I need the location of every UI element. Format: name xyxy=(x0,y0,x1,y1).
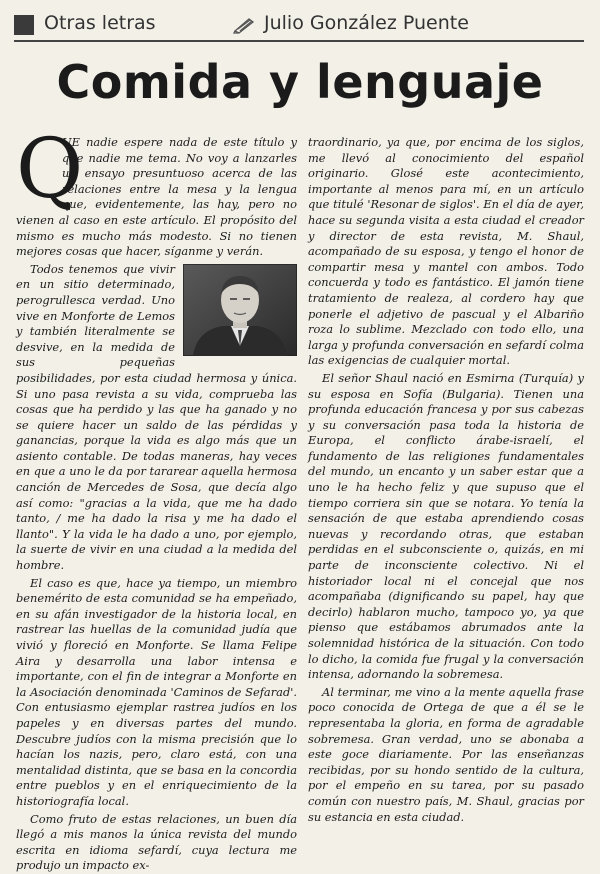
right-column xyxy=(308,135,584,825)
section-name: Otras letras xyxy=(44,12,156,34)
author-photo xyxy=(183,264,297,356)
left-column xyxy=(16,122,297,874)
paragraph-1 xyxy=(16,122,297,260)
drop-cap: Q xyxy=(16,122,84,217)
paragraph-2-text: Todos tenemos que vivir en un sitio determinado, perogrullesca verdad. Uno vive en Monforte de Lemos y también literalmente se desvive, en la medida de sus pequeñas posibilidades, por esta ciudad hermosa y única. Si uno pasa revista a su vida, comprueba las cosas que ha perdido y las que ha ganado y no se quiere hacer un saldo de las pérdidas y ganancias, porque la vida es algo más que un asiento contable. De todas maneras, hay veces en que a uno le da por tararear aquella hermosa canción de Mercedes de Sosa, que decía algo así como: "gracias a la vida, que me ha dado tanto, / me ha dado la risa y me ha dado el llanto". Y la vida le ha dado a uno, por ejemplo, la suerte de vivir en una ciudad a la medida del hombre. xyxy=(16,261,297,573)
pen-icon xyxy=(232,16,256,34)
paragraph-6: El señor Shaul nació en Esmirna (Turquía) y su esposa en Sofía (Bulgaria). Tienen una profunda educación francesa y por sus cabezas y su conversación pasa toda la historia de Europa, el conflicto árabe-israelí, el fundamento de las religiones fundamentales del mundo, un encanto y un saber estar que a uno le ha hecho feliz y que supuso que el tiempo corriera sin que se notara. Yo tenía la sensación de que estaba aprendiendo cosas nuevas y recordando otras, que estaban perdidas en el subconsciente o, quizás, en mi parte de inconsciente colectivo. Ni el historiador local ni el concejal que nos acompañaba (dignificando su papel, hay que decirlo) hablaron mucho, tampoco yo, ya que pienso que estábamos abrumados ante la solemnidad histórica de la situación. Con todo lo dicho, la comida fue frugal y la conversación intensa, adornando la sobremesa. xyxy=(308,370,584,682)
paragraph-1-text: UE nadie espere nada de este título y que nadie me tema. No voy a lanzarles un ensayo presuntuoso acerca de las relaciones entre la mesa y la lengua que, evidentemente, las hay, pero no vienen al caso en este artículo. El propósito del mismo es mucho más modesto. Si no tienen mejores cosas que hacer, síganme y verán. xyxy=(16,135,297,259)
header-rule xyxy=(14,40,584,42)
paragraph-3: El caso es que, hace ya tiempo, un miembro benemérito de esta comunidad se ha empeñado, en su afán investigador de la historia local, en rastrear las huellas de la comunidad judía que vivió y floreció en Monforte. Se llama Felipe Aira y desarrolla una labor intensa e importante, con el fin de integrar a Monforte en la Asociación denominada 'Caminos de Sefarad'. Con entusiasmo ejemplar rastrea judíos en los papeles y en diversas partes del mundo. Descubre judíos con la misma precisión que lo hacían los nazis, pero, claro está, con una mentalidad distinta, que se basa en la concordia entre pueblos y en el enriquecimiento de la historiografía local. xyxy=(16,575,297,808)
header xyxy=(14,8,584,38)
paragraph-5: traordinario, ya que, por encima de los siglos, me llevó al conocimiento del español originario. Glosé este acontecimiento, importante al menos para mí, en un artículo que titulé 'Resonar de siglos'. En el día de ayer, hace su segunda visita a esta ciudad el creador y director de esta revista, M. Shaul, acompañado de su esposa, y tengo el honor de compartir mesa y mantel con ambos. Todo concuerda y todo es fantástico. El jamón tiene tratamiento de realeza, al cordero hay que ponerle el adjetivo de pascual y el Albariño roza lo sublime. Mezclado con todo ello, una larga y profunda conversación en sefardí colma las exigencias de cualquier mortal. xyxy=(308,135,584,368)
paragraph-4: Como fruto de estas relaciones, un buen día llegó a mis manos la única revista del mundo escrita en idioma sefardí, cuya lectura me produjo un impacto ex- xyxy=(16,811,297,873)
paragraph-7: Al terminar, me vino a la mente aquella frase poco conocida de Ortega de que a él se le representaba la gloria, en forma de agradable sobremesa. Gran verdad, uno se abonaba a este goce diariamente. Por las enseñanzas recibidas, por su hondo sentido de la cultura, por el empeño en su tarea, por su pasado común con nuestro país, M. Shaul, gracias por su estancia en esta ciudad. xyxy=(308,684,584,824)
paragraph-2 xyxy=(16,262,297,574)
author-name: Julio González Puente xyxy=(264,12,469,34)
square-icon xyxy=(14,15,34,35)
article-title: Comida y lenguaje xyxy=(56,55,544,109)
